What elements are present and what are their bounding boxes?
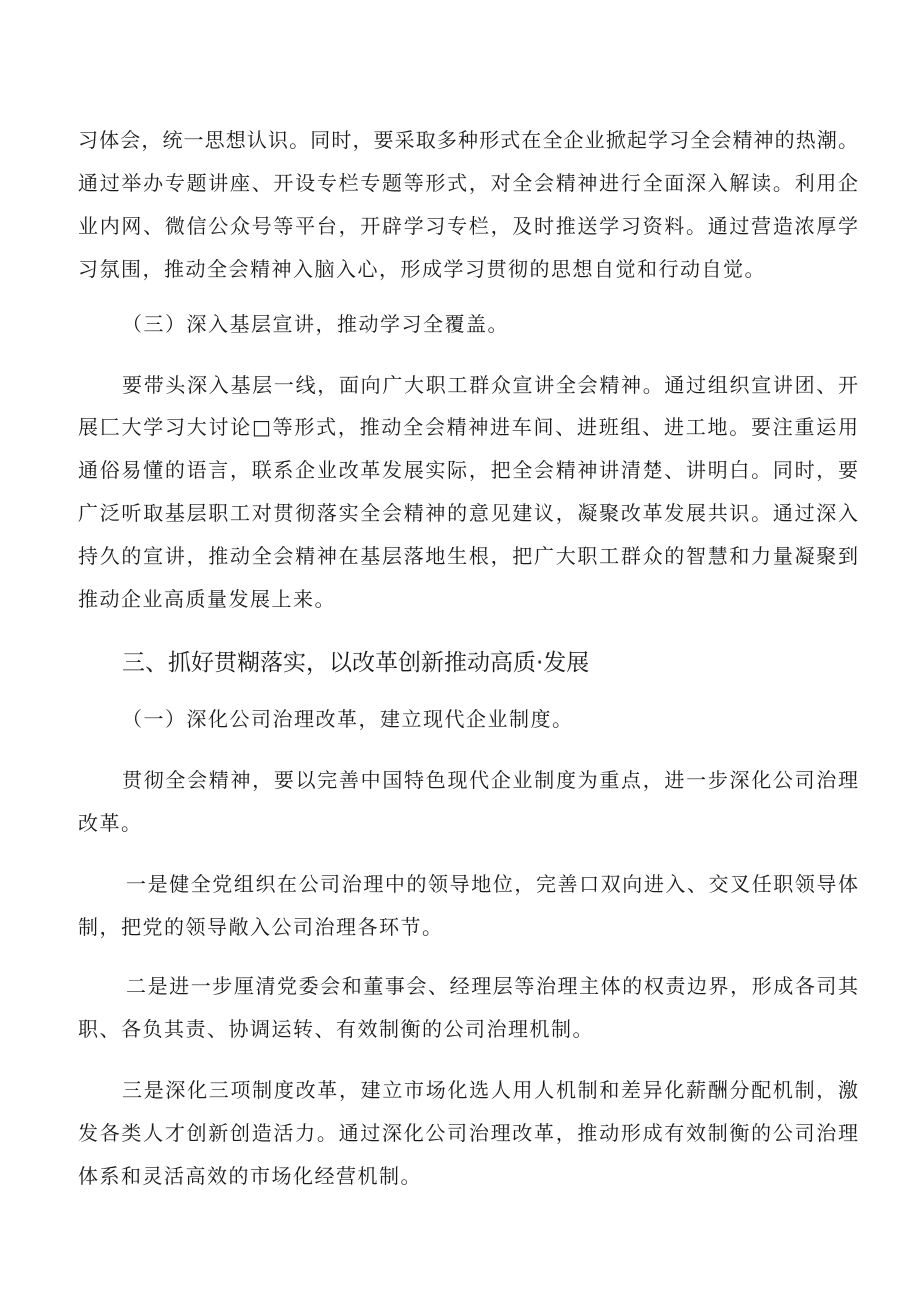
body-line: 广泛听取基层职工对贯彻落实全会精神的意见建议，凝聚改革发展共识。通过深入	[78, 501, 858, 525]
body-line: 二是进一步厘清党委会和董事会、经理层等治理主体的权责边界，形成各司其	[126, 974, 858, 998]
body-line: 改革。	[78, 811, 143, 835]
body-line: 通过举办专题讲座、开设专栏专题等形式，对全会精神进行全面深入解读。利用企	[78, 171, 858, 195]
body-line: 通俗易懂的语言，联系企业改革发展实际，把全会精神讲清楚、讲明白。同时，要	[78, 458, 858, 482]
body-line: 业内网、微信公众号等平台，开辟学习专栏，及时推送学习资料。通过营造浓厚学	[78, 214, 858, 238]
body-line: 习氛围，推动全会精神入脑入心，形成学习贯彻的思想自觉和行动自觉。	[78, 257, 766, 281]
body-line: 职、各负其责、协调运转、有效制衡的公司治理机制。	[78, 1017, 594, 1041]
body-line: 贯彻全会精神，要以完善中国特色现代企业制度为重点，进一步深化公司治理	[122, 768, 858, 792]
body-line: 习体会，统一思想认识。同时，要采取多种形式在全企业掀起学习全会精神的热潮。	[78, 128, 858, 152]
body-line: 发各类人才创新创造活力。通过深化公司治理改革，推动形成有效制衡的公司治理	[78, 1121, 858, 1145]
subheading: （三）深入基层宣讲，推动学习全覆盖。	[122, 312, 509, 336]
body-line: 推动企业高质量发展上来。	[78, 587, 336, 611]
body-line: 要带头深入基层一线，面向广大职工群众宣讲全会精神。通过组织宣讲团、开	[122, 373, 858, 397]
body-line: 一是健全党组织在公司治理中的领导地位，完善口双向进入、交叉任职领导体	[126, 872, 858, 896]
subheading: （一）深化公司治理改革，建立现代企业制度。	[122, 707, 574, 731]
body-line: 展匚大学习大讨论□等形式，推动全会精神进车间、进班组、进工地。要注重运用	[78, 415, 858, 439]
body-line: 三是深化三项制度改革，建立市场化选人用人机制和差异化薪酬分配机制，激	[122, 1078, 858, 1102]
body-line: 制，把党的领导敞入公司治理各环节。	[78, 915, 444, 939]
body-line: 持久的宣讲，推动全会精神在基层落地生根，把广大职工群众的智慧和力量凝聚到	[78, 544, 858, 568]
body-line: 体系和灵活高效的市场化经营机制。	[78, 1164, 422, 1188]
section-heading: 三、抓好贯糊落实，以改革创新推动高质·发展	[122, 650, 590, 676]
